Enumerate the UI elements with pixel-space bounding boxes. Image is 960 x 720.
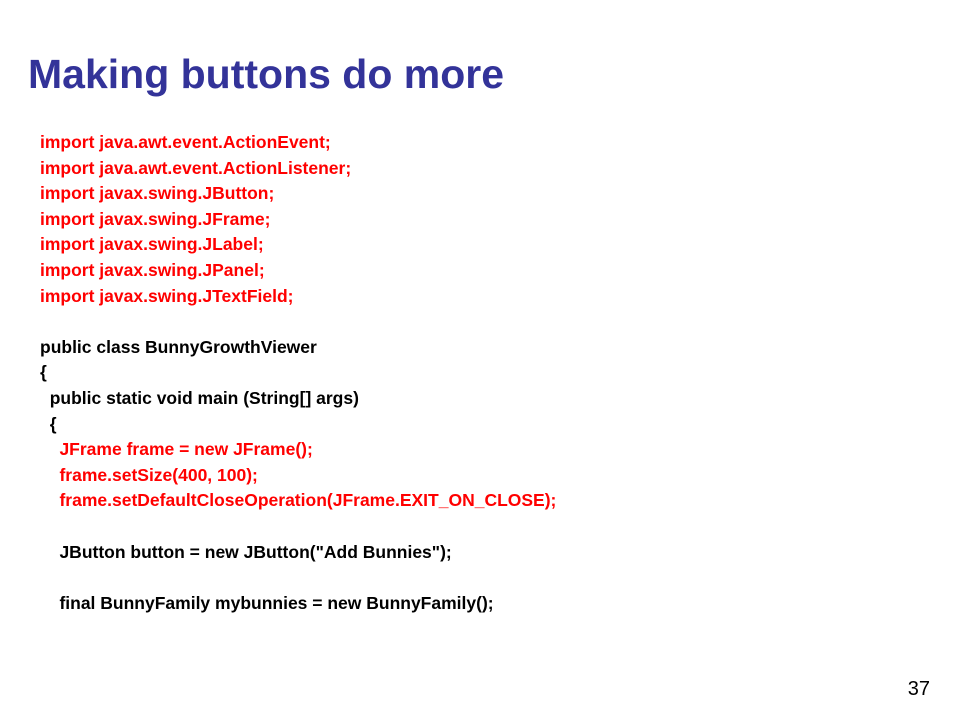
code-line: public static void main (String[] args) xyxy=(40,387,359,408)
page-number: 37 xyxy=(907,678,930,700)
code-line: { xyxy=(40,362,47,383)
code-line: frame.setDefaultCloseOperation(JFrame.EXIT_ON_CLOSE); xyxy=(40,490,557,511)
code-blank-line xyxy=(40,565,940,591)
code-line: import javax.swing.JFrame; xyxy=(40,208,271,229)
code-blank-line xyxy=(40,514,940,540)
code-line: import javax.swing.JButton; xyxy=(40,183,275,204)
code-line: import java.awt.event.ActionListener; xyxy=(40,157,352,178)
code-line: import java.awt.event.ActionEvent; xyxy=(40,132,331,152)
code-line: import javax.swing.JPanel; xyxy=(40,259,265,280)
code-line: JButton button = new JButton("Add Bunnies"); xyxy=(40,541,452,562)
code-line: { xyxy=(40,413,57,434)
slide-title: Making buttons do more xyxy=(28,51,505,97)
code-line: import javax.swing.JTextField; xyxy=(40,285,294,306)
code-block xyxy=(40,130,940,616)
code-line: import javax.swing.JLabel; xyxy=(40,234,264,255)
code-line: JFrame frame = new JFrame(); xyxy=(40,439,313,460)
code-line: final BunnyFamily mybunnies = new BunnyFamily(); xyxy=(40,592,494,613)
code-line: public class BunnyGrowthViewer xyxy=(40,336,317,357)
code-blank-line xyxy=(40,309,940,335)
code-line: frame.setSize(400, 100); xyxy=(40,464,258,485)
